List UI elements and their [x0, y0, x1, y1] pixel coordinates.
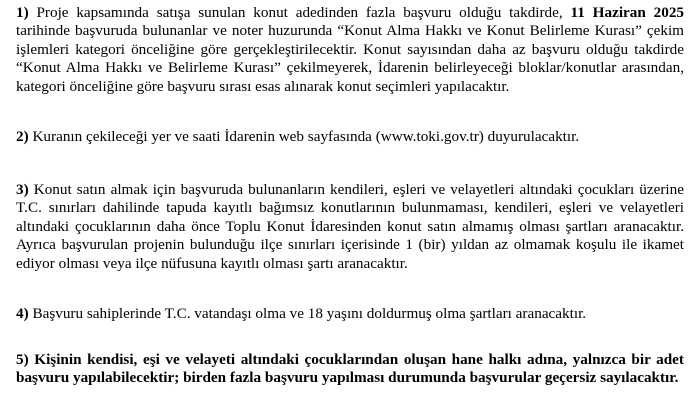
paragraph-5 [16, 351, 684, 388]
paragraph-3-text: Konut satın almak için başvuruda bulunanların kendileri, eşleri ve velayetleri altındaki çocukları üzerine T.C. sınırları dahilinde tapuda kayıtlı bağımsız konutlarının bulunmaması, kendileri, eşleri ve velayetleri altındaki çocuklarının daha önce Toplu Konut İdaresinden konut satın almamış olması şartları aranacaktır. Ayrıca başvurulan projenin bulunduğu ilçe sınırları içerisinde 1 (bir) yıldan az olmamak koşulu ile ikamet ediyor olması veya ilçe nüfusuna kayıtlı olması şartı aranacaktır. [16, 181, 684, 272]
paragraph-3-number: 3) [16, 181, 29, 198]
paragraph-1 [16, 4, 684, 96]
paragraph-1-text-end: tarihinde başvuruda bulunanlar ve noter huzurunda “Konut Alma Hakkı ve Konut Belirleme Kurası” çekim işlemleri kategori önceliğine göre gerçekleştirilecektir. Konut sayısından daha az başvuru olduğu takdirde “Konut Alma Hakkı ve Belirleme Kurası” çekilmeyerek, İdarenin belirleyeceği bloklar/konutlar arasından, kategori önceliğine göre başvuru sırası esas alınarak konut seçimleri yapılacaktır. [16, 22, 684, 95]
paragraph-1-number: 1) [16, 4, 29, 21]
kura-date: 11 Haziran 2025 [570, 4, 685, 21]
paragraph-4 [16, 305, 684, 323]
paragraph-4-number: 4) [16, 305, 29, 322]
paragraph-5-number: 5) [16, 351, 29, 368]
paragraph-3 [16, 181, 684, 273]
paragraph-4-text: Başvuru sahiplerinde T.C. vatandaşı olma ve 18 yaşını doldurmuş olma şartları aranacaktır. [28, 305, 587, 322]
paragraph-1-text-start: Proje kapsamında satışa sunulan konut adedinden fazla başvuru olduğu takdirde, [28, 4, 571, 21]
paragraph-5-text: Kişinin kendisi, eşi ve velayeti altındaki çocuklarından oluşan hane halkı adına, yalnızca bir adet başvuru yapılabilecektir; birden fazla başvuru yapılması durumunda başvurular geçersiz sayılacaktır. [16, 351, 684, 387]
paragraph-2 [16, 128, 684, 146]
paragraph-2-text: Kuranın çekileceği yer ve saati İdarenin web sayfasında (www.toki.gov.tr) duyurulacaktır. [28, 128, 580, 145]
paragraph-2-number: 2) [16, 128, 29, 145]
